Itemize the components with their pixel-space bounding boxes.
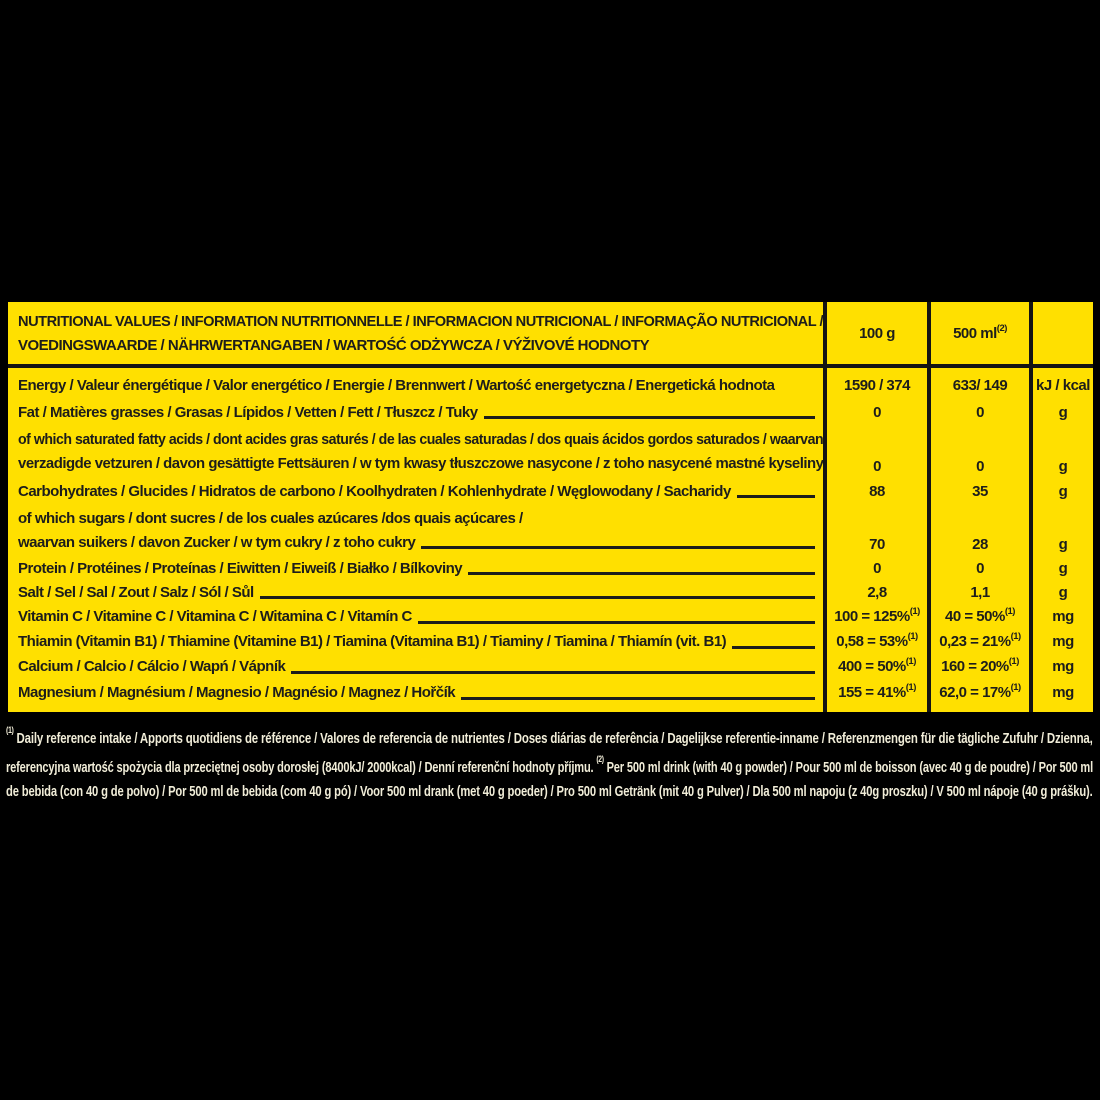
leader-line (484, 416, 815, 419)
leader-line (732, 646, 815, 649)
value-100g: 88 (869, 482, 885, 500)
value-500ml: 35 (972, 482, 988, 500)
value-100g: 0 (873, 403, 881, 421)
row-label-cell (8, 604, 823, 629)
row-label: Vitamin C / Vitamine C / Vitamina C / Witamina C / Vitamín C (18, 608, 412, 625)
footnote-line: referencyjna wartość spożycia dla przeciętnej osoby dorosłej (8400kJ/ 2000kcal) / Denní referenční hodnoty příjmu. $^{(2)}$ Per 500 ml drink (with 40 g powder) / Pour 500 ml de boisson (avec 40 g de poudre) / Por 500 ml (6, 753, 1094, 776)
value-unit: g (1058, 403, 1068, 421)
row-label-cell (8, 679, 823, 706)
column-header-100g (823, 302, 927, 364)
footnote-ref-1: (1) (1004, 606, 1015, 617)
row-label-cell (8, 425, 823, 478)
footnote-line: de bebida (con 40 g de polvo) / Por 500 ml de bebida (com 40 g pó) / Voor 500 ml drank (met 40 g poeder) / Pro 500 ml Getränk (mit 40 g Pulver) / Dla 500 ml napoju (z 40g proszku) / V 500 ml nápoje (40 g prášku). (6, 783, 1093, 800)
value-500ml: 0 (976, 403, 984, 421)
value-unit: mg (1052, 658, 1074, 675)
leader-line (737, 495, 815, 498)
row-label: of which saturated fatty acids / dont acides gras saturés / de las cuales saturadas / dos quais ácidos gordos saturados / waarvan (18, 431, 823, 448)
row-label: Calcium / Calcio / Cálcio / Wapń / Vápník (18, 658, 286, 675)
row-label: verzadigde vetzuren / davon gesättigte Fettsäuren / w tym kwasy tłuszczowe nasycone / z toho nasycené mastné kyseliny (18, 455, 823, 472)
row-label: Protein / Protéines / Proteínas / Eiwitten / Eiweiß / Białko / Bílkoviny (18, 559, 463, 577)
row-label-cell (8, 654, 823, 679)
value-500ml: 160 = 20% $^{(1)}$ (941, 656, 1019, 675)
row-label: Carbohydrates / Glucides / Hidratos de carbono / Koolhydraten / Kohlenhydrate / Węglowodany / Sacharidy (18, 482, 731, 500)
value-500ml: 633/ 149 (952, 376, 1008, 394)
row-label-cell (8, 399, 823, 425)
value-unit: mg (1052, 684, 1074, 701)
table-title-line1: NUTRITIONAL VALUES / INFORMATION NUTRITIONNELLE / INFORMACION NUTRICIONAL / INFORMAÇÃO NUTRICIONAL / (18, 312, 823, 330)
value-unit: kJ / kcal (1036, 376, 1090, 394)
footnote-ref-1: (1) (1010, 682, 1021, 693)
value-100g: 1590 / 374 (844, 376, 910, 394)
row-label: of which sugars / dont sucres / de los cuales azúcares /dos quais açúcares / (18, 509, 523, 527)
footnote-line: $^{(1)}$ Daily reference intake / Apports quotidiens de référence / Valores de referencia de nutrientes / Doses diárias de referência / Dagelijkse referentie-inname / Referenzmengen für die tägliche Zufuhr / Dzienna, (6, 725, 1093, 747)
value-unit: g (1058, 482, 1068, 500)
value-100g: 0,58 = 53% $^{(1)}$ (836, 631, 918, 650)
value-unit: g (1058, 559, 1068, 577)
leader-line (421, 546, 815, 549)
value-unit: g (1058, 458, 1068, 475)
column-header-500ml (927, 302, 1029, 364)
column-header-unit (1029, 302, 1093, 364)
value-unit: mg (1052, 608, 1074, 625)
footnote-ref-2: (2) (996, 322, 1007, 334)
value-500ml: 62,0 = 17% $^{(1)}$ (939, 682, 1021, 701)
row-label-cell (8, 629, 823, 654)
footnote-ref-1: (1) (905, 656, 916, 667)
row-label-cell (8, 580, 823, 604)
row-label: Salt / Sel / Sal / Zout / Salz / Sól / Sůl (18, 583, 254, 601)
leader-line (461, 697, 815, 700)
row-label-cell (8, 478, 823, 504)
column-divider-2 (927, 302, 931, 712)
value-500ml: 28 (972, 536, 988, 553)
row-label-cell (8, 371, 823, 399)
value-500ml: 1,1 (970, 583, 990, 601)
value-100g: 2,8 (867, 583, 887, 601)
leader-line (260, 596, 815, 599)
value-500ml: 0,23 = 21% $^{(1)}$ (939, 631, 1021, 650)
nutrition-table (8, 302, 1093, 712)
value-100g: 400 = 50% $^{(1)}$ (838, 656, 916, 675)
value-500ml: 0 (976, 559, 984, 577)
table-title (8, 302, 823, 364)
footnote (6, 722, 1093, 804)
row-label: Fat / Matières grasses / Grasas / Lípidos / Vetten / Fett / Tłuszcz / Tuky (18, 403, 478, 421)
value-unit: mg (1052, 633, 1074, 650)
footnote-ref-1: (1) (1008, 656, 1019, 667)
column-header-100g-label: 100 g (859, 324, 895, 342)
footnote-ref-1: (1) (907, 631, 918, 642)
value-100g: 0 (873, 559, 881, 577)
row-label-cell (8, 504, 823, 556)
row-label: Magnesium / Magnésium / Magnesio / Magnésio / Magnez / Hořčík (18, 684, 456, 701)
row-label: waarvan suikers / davon Zucker / w tym cukry / z toho cukry (18, 533, 416, 551)
value-500ml: 40 = 50% $^{(1)}$ (945, 606, 1015, 625)
value-500ml: 0 (976, 458, 984, 475)
row-label: Thiamin (Vitamin B1) / Thiamine (Vitamine B1) / Tiamina (Vitamina B1) / Tiaminy / Tiamina / Thiamín (vit. B1) (18, 633, 727, 650)
leader-line (418, 621, 815, 624)
footnote-ref-1: (1) (1010, 631, 1021, 642)
table-title-line2: VOEDINGSWAARDE / NÄHRWERTANGABEN / WARTOŚĆ ODŻYWCZA / VÝŽIVOVÉ HODNOTY (18, 336, 650, 354)
column-header-500ml-label: 500 ml (953, 324, 997, 342)
value-100g: 155 = 41% $^{(1)}$ (838, 682, 916, 701)
leader-line (468, 572, 815, 575)
value-unit: g (1058, 536, 1068, 553)
footnote-ref-1: (1) (905, 682, 916, 693)
value-100g: 0 (873, 458, 881, 475)
row-label-cell (8, 556, 823, 580)
value-unit: g (1058, 583, 1068, 601)
column-divider-1 (823, 302, 827, 712)
column-divider-3 (1029, 302, 1033, 712)
value-100g: 100 = 125% $^{(1)}$ (834, 606, 920, 625)
footnote-ref-1: (1) (909, 606, 920, 617)
value-100g: 70 (869, 536, 885, 553)
leader-line (291, 671, 815, 674)
row-label: Energy / Valeur énergétique / Valor energético / Energie / Brennwert / Wartość energetyczna / Energetická hodnota (18, 376, 775, 394)
